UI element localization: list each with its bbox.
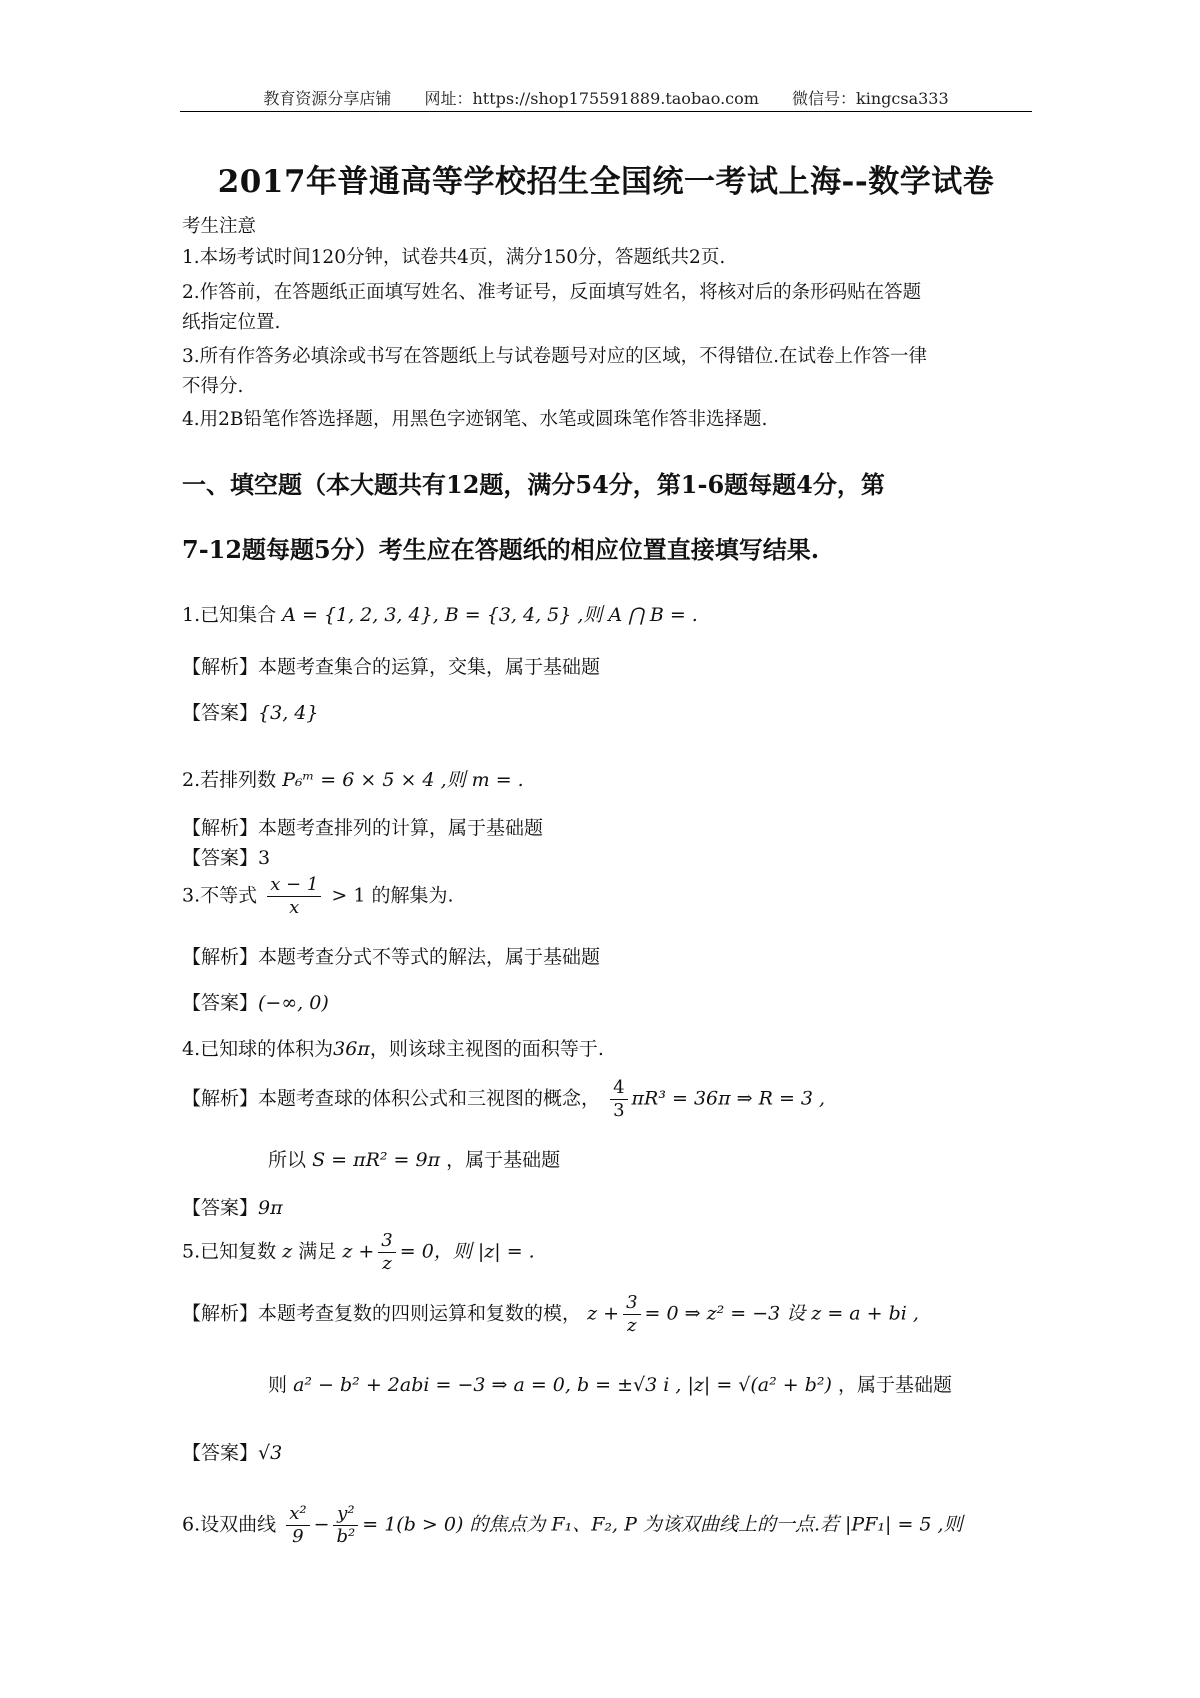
- q2-analysis: [182, 813, 1042, 840]
- analysis-label: 【解析】: [182, 946, 259, 968]
- q1-tail: ,则 A ⋂ B = .: [577, 604, 698, 626]
- q3-answer: [182, 988, 1042, 1015]
- answer-label: 【答案】: [182, 702, 259, 724]
- q5-z: z: [282, 1240, 293, 1263]
- q4-formula: πR³ = 36π ⇒ R = 3 ,: [631, 1087, 826, 1110]
- q2-tail: ,则 m = .: [440, 769, 524, 791]
- q3-denominator: x: [289, 897, 300, 918]
- header-url: 网址：https://shop175591889.taobao.com: [424, 89, 759, 108]
- analysis-label: 【解析】: [182, 1087, 259, 1110]
- q6-fraction-2: [333, 1503, 358, 1548]
- answer-label: 【答案】: [182, 1197, 259, 1219]
- q3-analysis: [182, 942, 1042, 969]
- q5-line2-tail: ，属于基础题: [837, 1374, 952, 1396]
- q5-denominator: z: [382, 1253, 392, 1274]
- q5-answer-value: √3: [258, 1442, 283, 1464]
- q6-numerator-2: y²: [333, 1503, 358, 1526]
- q6-prefix: 6.设双曲线: [182, 1513, 277, 1536]
- q4-numerator: 4: [610, 1077, 627, 1100]
- header-divider: [180, 111, 1032, 112]
- q4-line2-prefix: 所以: [268, 1149, 307, 1171]
- q4-answer: [182, 1193, 1042, 1220]
- notice-item-1: 1.本场考试时间120分钟，试卷共4页，满分150分，答题纸共2页.: [182, 247, 726, 268]
- section-heading-line2: 7-12题每题5分）考生应在答题纸的相应位置直接填写结果.: [182, 535, 820, 564]
- notice-item-2: 2.作答前，在答题纸正面填写姓名、准考证号，反面填写姓名，将核对后的条形码贴在答题: [182, 282, 922, 303]
- notice-item-2-cont: 纸指定位置.: [182, 312, 281, 333]
- page-header: [180, 86, 1032, 109]
- q5-a-fraction: [623, 1292, 640, 1337]
- q5-a-zplus: z +: [587, 1302, 620, 1325]
- q5-analysis-text: 本题考查复数的四则运算和复数的模，: [258, 1302, 582, 1325]
- q5-eq: = 0: [399, 1240, 434, 1263]
- section-heading-line1: 一、填空题（本大题共有12题，满分54分，第1-6题每题4分，第: [182, 470, 885, 499]
- q5-a-numerator: 3: [623, 1292, 640, 1315]
- q3-fraction: [267, 874, 321, 919]
- question-5: [182, 1230, 1042, 1275]
- notice-item-3: 3.所有作答务必填涂或书写在答题纸上与试卷题号对应的区域，不得错位.在试卷上作答一律: [182, 346, 928, 367]
- answer-label: 【答案】: [182, 1442, 259, 1464]
- q1-answer: [182, 698, 1042, 725]
- q2-answer: [182, 843, 1042, 870]
- question-1: [182, 600, 1042, 627]
- q5-numerator: 3: [378, 1230, 395, 1253]
- q4-analysis-line2: [268, 1145, 1128, 1172]
- analysis-label: 【解析】: [182, 1302, 259, 1325]
- q6-rest: = 1(b > 0) 的焦点为 F₁、F₂, P 为该双曲线上的一点.若 |PF₁| = 5 ,则: [362, 1513, 963, 1536]
- header-shop: 教育资源分享店铺: [263, 89, 392, 108]
- q5-a-denominator: z: [627, 1315, 637, 1336]
- notice-item-4: 4.用2B铅笔作答选择题，用黑色字迹钢笔、水笔或圆珠笔作答非选择题.: [182, 409, 768, 430]
- q6-denominator-2: b²: [336, 1526, 356, 1547]
- q1-set-a: A = {1, 2, 3, 4}: [282, 604, 433, 626]
- q5-tail: ，则 |z| = .: [433, 1240, 535, 1263]
- q4-fraction: [610, 1077, 627, 1122]
- q4-analysis: [182, 1077, 1042, 1122]
- header-wechat: 微信号：kingcsa333: [792, 89, 949, 108]
- q5-fraction: [378, 1230, 395, 1275]
- page-title: 2017年普通高等学校招生全国统一考试上海--数学试卷: [217, 164, 995, 200]
- q5-a-rest: = 0 ⇒ z² = −3 设 z = a + bi ,: [644, 1302, 919, 1325]
- q4-prefix: 4.已知球的体积为: [182, 1038, 334, 1060]
- q3-analysis-text: 本题考查分式不等式的解法，属于基础题: [258, 946, 601, 968]
- q6-fraction-1: [286, 1503, 309, 1548]
- notice-heading: 考生注意: [182, 216, 257, 237]
- q4-tail: ，则该球主视图的面积等于.: [369, 1038, 604, 1060]
- q5-analysis: [182, 1292, 1042, 1337]
- answer-label: 【答案】: [182, 847, 259, 869]
- q5-line2-mod: |z| = √(a² + b²): [687, 1374, 832, 1396]
- q2-prefix: 2.若排列数: [182, 769, 277, 791]
- question-3: [182, 874, 1042, 919]
- q3-tail: > 1 的解集为.: [331, 884, 454, 907]
- q4-answer-value: 9π: [258, 1197, 283, 1219]
- q5-analysis-line2: [268, 1370, 1128, 1397]
- q6-denominator-1: 9: [292, 1526, 304, 1547]
- q3-prefix: 3.不等式: [182, 884, 258, 907]
- q4-line2-tail: ，属于基础题: [446, 1149, 561, 1171]
- q1-analysis-text: 本题考查集合的运算，交集，属于基础题: [258, 656, 601, 678]
- q1-prefix: 1.已知集合: [182, 604, 277, 626]
- q3-answer-value: (−∞, 0): [258, 992, 329, 1014]
- q2-expr: P₆ᵐ = 6 × 5 × 4: [282, 769, 435, 791]
- q1-analysis: [182, 652, 1042, 679]
- q5-line2-expr: a² − b² + 2abi = −3 ⇒ a = 0, b = ±√3 i ,: [293, 1374, 682, 1396]
- notice-item-3-cont: 不得分.: [182, 376, 244, 397]
- analysis-label: 【解析】: [182, 656, 259, 678]
- q5-line2-prefix: 则: [268, 1374, 288, 1396]
- q6-numerator-1: x²: [286, 1503, 309, 1526]
- q5-zplus: z +: [342, 1240, 375, 1263]
- q1-set-b: , B = {3, 4, 5}: [432, 604, 572, 626]
- q4-analysis-text: 本题考查球的体积公式和三视图的概念，: [258, 1087, 601, 1110]
- q1-answer-value: {3, 4}: [258, 702, 319, 724]
- q2-analysis-text: 本题考查排列的计算，属于基础题: [258, 817, 544, 839]
- question-6: [182, 1503, 1042, 1548]
- answer-label: 【答案】: [182, 992, 259, 1014]
- q4-denominator: 3: [613, 1100, 625, 1121]
- q4-line2-expr: S = πR² = 9π: [312, 1149, 441, 1171]
- analysis-label: 【解析】: [182, 817, 259, 839]
- question-2: [182, 765, 1042, 792]
- q4-volume: 36π: [333, 1038, 370, 1060]
- question-4: [182, 1034, 1042, 1061]
- q3-numerator: x − 1: [267, 874, 321, 897]
- q5-answer: [182, 1438, 1042, 1465]
- q2-answer-value: 3: [258, 847, 271, 869]
- q5-prefix: 5.已知复数: [182, 1240, 277, 1263]
- q5-cond: 满足: [298, 1240, 337, 1263]
- q6-minus: −: [313, 1513, 330, 1536]
